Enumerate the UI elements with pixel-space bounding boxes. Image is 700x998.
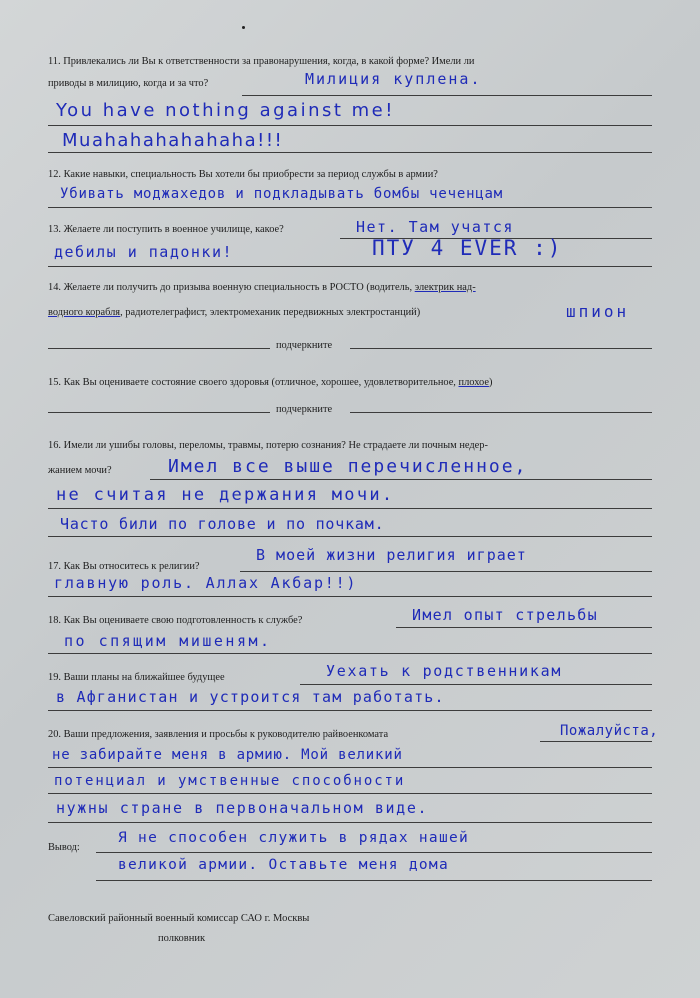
q16-answer-2: не считая не держания мочи.: [56, 485, 395, 505]
q19-answer-1: Уехать к родственникам: [326, 662, 563, 680]
answer-line: [48, 596, 652, 597]
q14-underline-hint: подчеркните: [276, 340, 333, 351]
q11-line1: 11. Привлекались ли Вы к ответственности за правонарушения, когда, в какой форме? Имели ли: [48, 56, 475, 67]
answer-line: [350, 412, 652, 413]
q20-line1: 20. Ваши предложения, заявления и просьбы к руководителю райвоенкомата: [48, 729, 389, 740]
answer-line: [48, 412, 270, 413]
commissar-rank: полковник: [158, 933, 206, 944]
answer-line: [48, 508, 652, 509]
q13-answer-1: Нет. Там учатся: [356, 218, 514, 236]
answer-line: [48, 125, 652, 126]
answer-line: [48, 266, 652, 267]
q15-underline-hint: подчеркните: [276, 404, 333, 415]
conclusion-label: Вывод:: [48, 842, 80, 853]
answer-line: [96, 852, 652, 853]
answer-line: [48, 710, 652, 711]
q12-answer-1: Убивать моджахедов и подкладывать бомбы чеченцам: [60, 186, 503, 202]
q11-line2: приводы в милицию, когда и за что?: [48, 78, 209, 89]
conclusion-answer-1: Я не способен служить в рядах нашей: [118, 830, 470, 846]
answer-line: [48, 536, 652, 537]
q15-line1: 15. Как Вы оцениваете состояние своего здоровья (отличное, хорошее, удовлетворительное, плохое): [48, 377, 493, 388]
q13-answer-3: ПТУ 4 EVER :): [372, 236, 563, 260]
answer-line: [48, 822, 652, 823]
q20-answer-1: Пожалуйста,: [560, 723, 659, 739]
q11-answer-1: Милиция куплена.: [305, 70, 482, 88]
answer-line: [242, 95, 652, 96]
q16-line2: жанием мочи?: [48, 465, 112, 476]
q14-answer: шпион: [566, 302, 630, 321]
commissar-signature-line: Савеловский районный военный комиссар САО г. Москвы: [48, 913, 310, 924]
answer-line: [240, 571, 652, 572]
q14-line1: 14. Желаете ли получить до призыва военную специальность в РОСТО (водитель, электрик над-: [48, 282, 476, 293]
q16-answer-1: Имел все выше перечисленное,: [168, 456, 528, 477]
q19-answer-2: в Афганистан и устроится там работать.: [56, 688, 445, 706]
q13-answer-2: дебилы и падонки!: [54, 243, 234, 261]
answer-line: [48, 152, 652, 153]
q19-line1: 19. Ваши планы на ближайшее будущее: [48, 672, 225, 683]
answer-line: [48, 207, 652, 208]
answer-line: [540, 741, 652, 742]
q16-answer-3: Часто били по голове и по почкам.: [60, 515, 385, 533]
conclusion-answer-2: великой армии. Оставьте меня дома: [118, 857, 449, 873]
ink-dot: [242, 26, 245, 29]
answer-line: [150, 479, 652, 480]
q20-answer-4: нужны стране в первоначальном виде.: [56, 799, 429, 817]
q17-answer-2: главную роль. Аллах Акбар!!): [54, 574, 358, 592]
answer-line: [48, 793, 652, 794]
q17-line1: 17. Как Вы относитесь к религии?: [48, 561, 200, 572]
answer-line: [96, 880, 652, 881]
answer-line: [48, 767, 652, 768]
answer-line: [350, 348, 652, 349]
q18-line1: 18. Как Вы оцениваете свою подготовленность к службе?: [48, 615, 303, 626]
answer-line: [396, 627, 652, 628]
q17-answer-1: В моей жизни религия играет: [256, 546, 527, 564]
q20-answer-3: потенциал и умственные способности: [54, 773, 406, 789]
answer-line: [300, 684, 652, 685]
q18-answer-2: по спящим мишеням.: [64, 632, 272, 650]
answer-line: [48, 653, 652, 654]
q14-line2: водного корабля, радиотелеграфист, электромеханик передвижных электростанций): [48, 307, 421, 318]
q18-answer-1: Имел опыт стрельбы: [412, 606, 598, 624]
q20-answer-2: не забирайте меня в армию. Мой великий: [52, 747, 403, 763]
q11-answer-2: You have nothing against me!: [56, 100, 395, 121]
q16-line1: 16. Имели ли ушибы головы, переломы, травмы, потерю сознания? Не страдаете ли почным недер-: [48, 440, 488, 451]
q12-line1: 12. Какие навыки, специальность Вы хотели бы приобрести за период службы в армии?: [48, 169, 438, 180]
q11-answer-3: Muahahahahahaha!!!: [62, 130, 284, 151]
q13-line1: 13. Желаете ли поступить в военное училище, какое?: [48, 224, 284, 235]
answer-line: [48, 348, 270, 349]
